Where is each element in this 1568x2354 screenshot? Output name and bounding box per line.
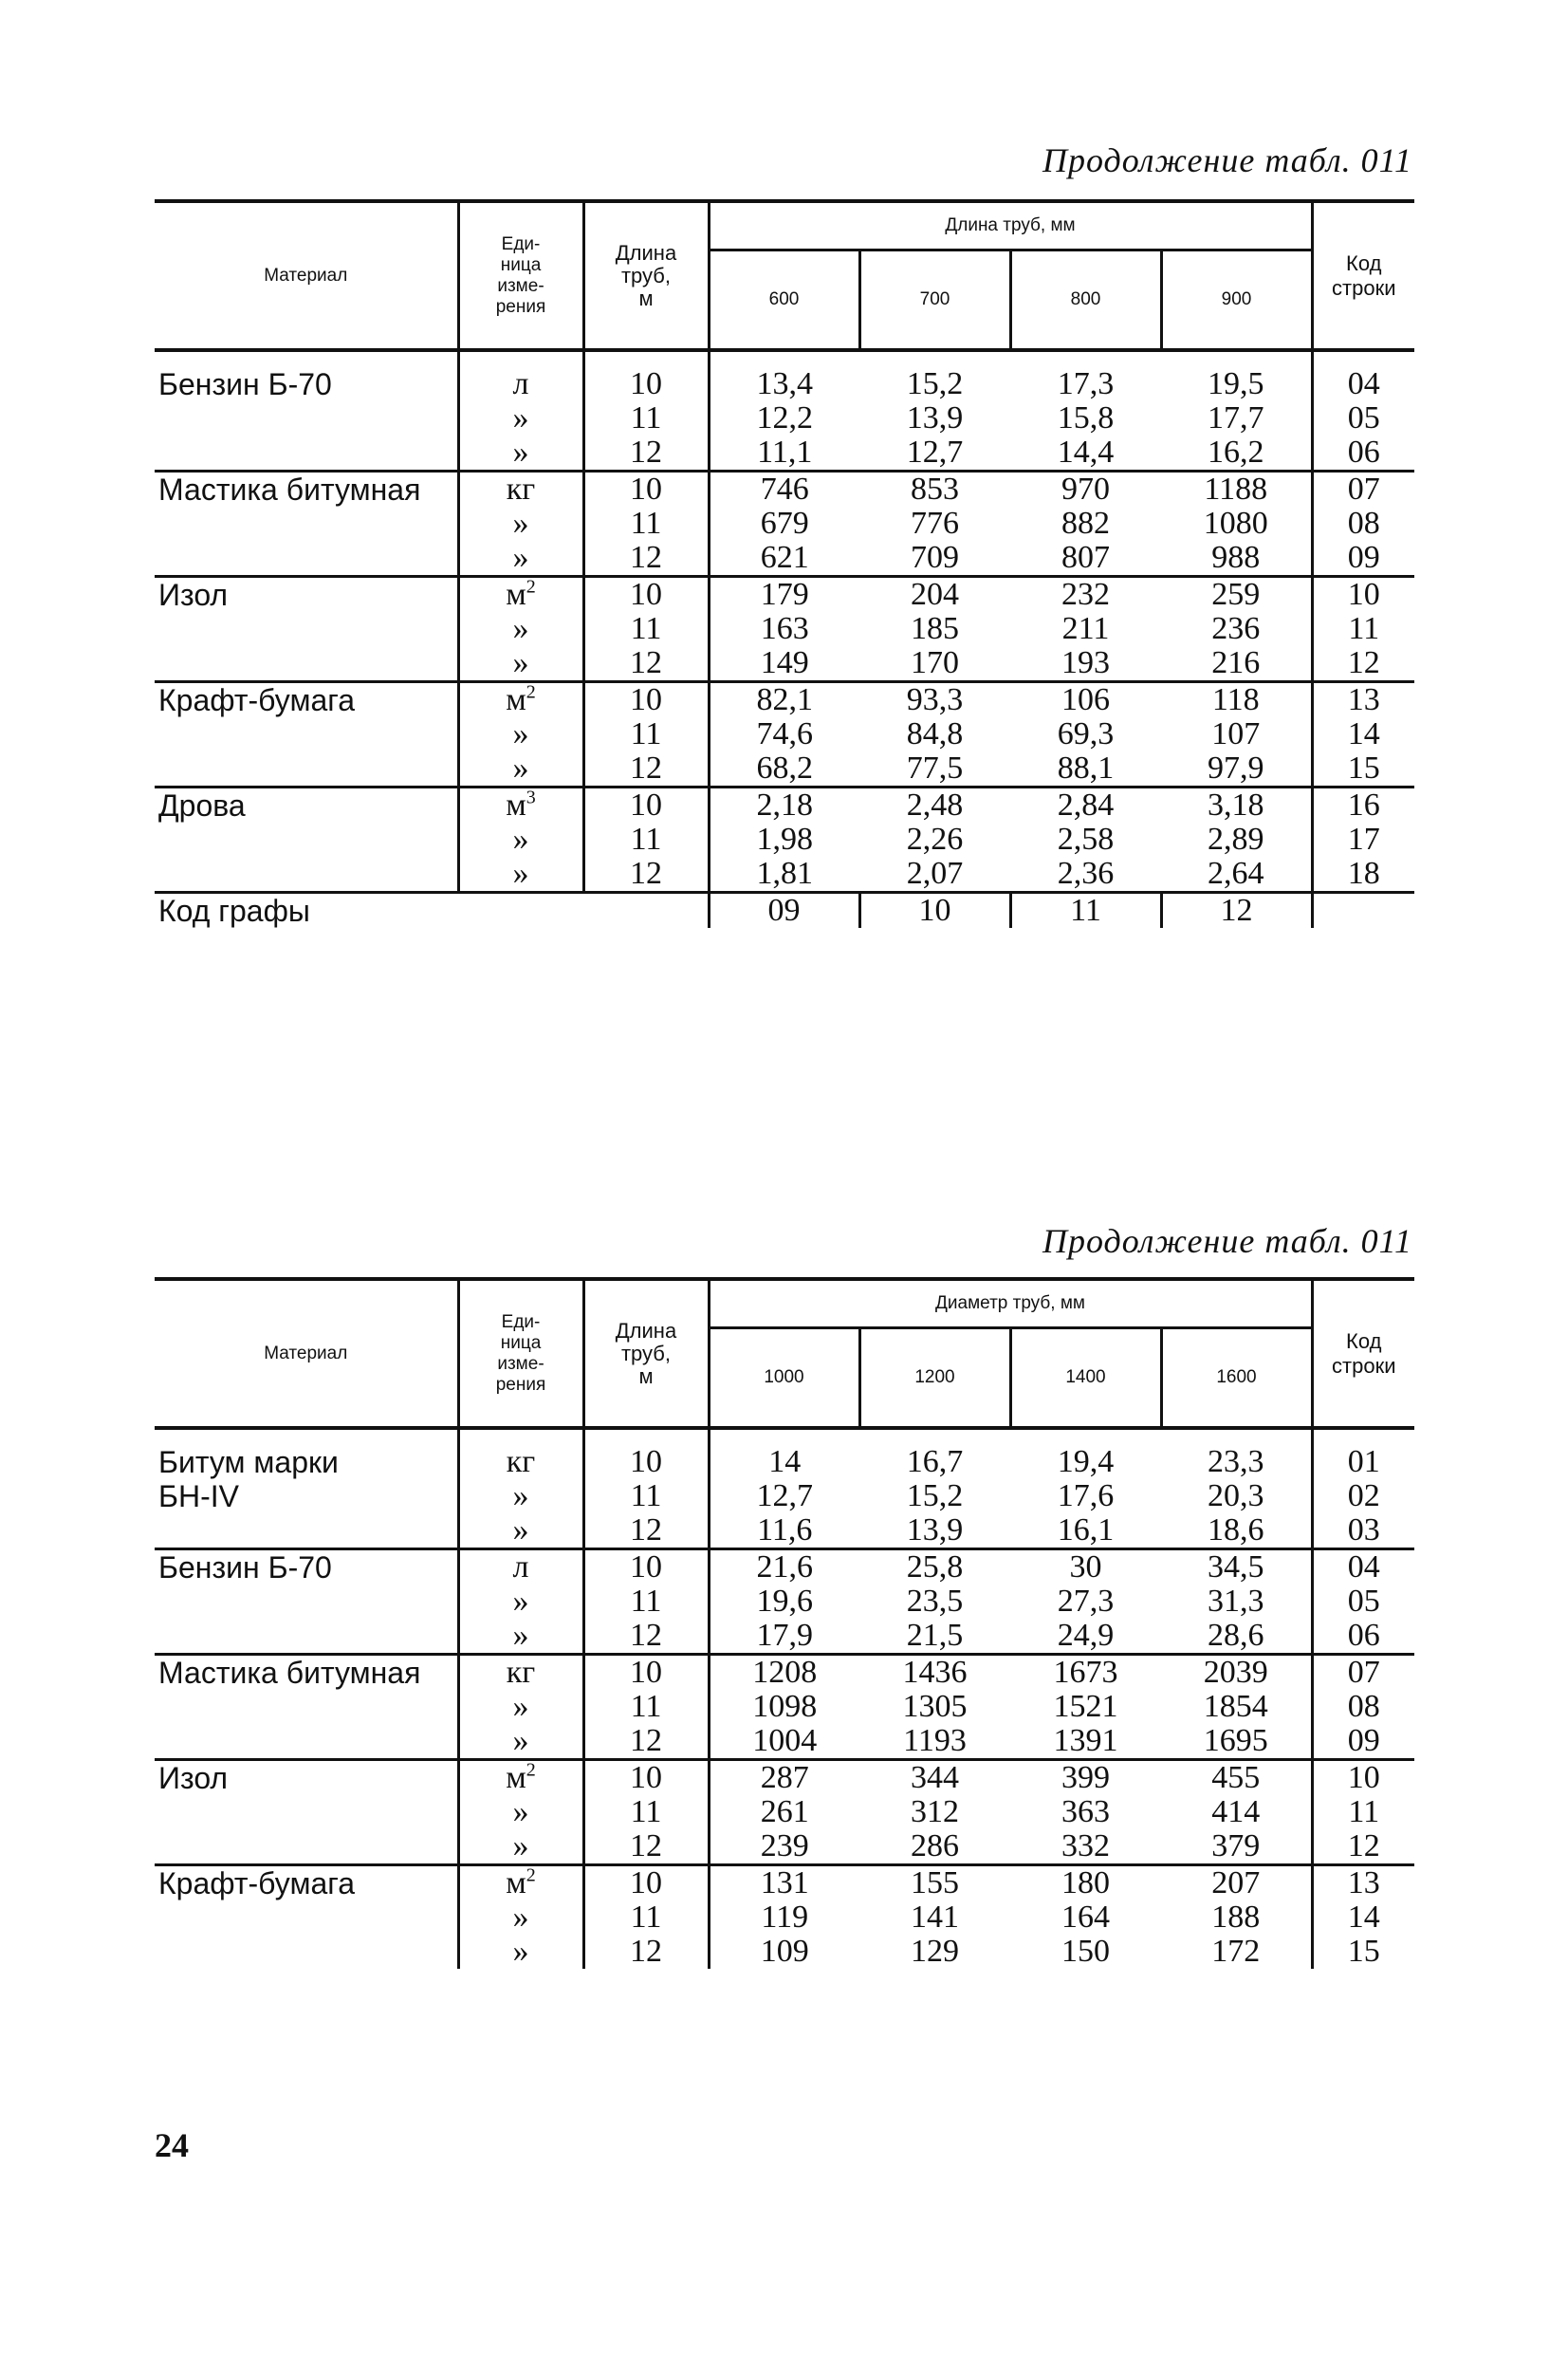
value-cell: 455 414 379 [1161, 1760, 1312, 1865]
length-cell: 10 11 12 [583, 682, 709, 788]
value-cell: 344 312 286 [859, 1760, 1010, 1865]
value-cell: 259 236 216 [1161, 577, 1312, 682]
table-row [155, 682, 1414, 788]
value-cell: 180 164 150 [1061, 1865, 1110, 1969]
value-cell: 93,3 84,8 77,5 [859, 682, 1010, 788]
table-row [155, 577, 1414, 682]
table-row [155, 350, 1414, 472]
material-cell: Дрова [155, 788, 458, 893]
material-cell: Бензин Б-70 [155, 350, 458, 472]
table-2 [155, 1277, 1414, 1969]
header-col-1400: 1400 [1010, 1328, 1161, 1429]
value-cell: 14 12,7 11,6 [709, 1428, 859, 1549]
header-col-600: 600 [709, 250, 859, 351]
row-code-cell: 13 14 15 [1312, 682, 1414, 788]
row-code-cell: 16 17 18 [1312, 788, 1414, 893]
table-row [155, 1760, 1414, 1865]
header-col-800: 800 [1010, 250, 1161, 351]
header-material: Материал [155, 201, 458, 350]
unit-cell: л » » [458, 1549, 583, 1655]
length-cell: 10 11 12 [583, 1549, 709, 1655]
table-row [155, 1655, 1414, 1760]
empty-cell [1312, 893, 1414, 929]
value-cell: 15,2 13,9 12,7 [859, 350, 1010, 472]
column-code-cell: 10 [859, 893, 1010, 929]
value-cell: 16,7 15,2 13,9 [859, 1428, 1010, 1549]
value-cell: 204 185 170 [859, 577, 1010, 682]
value-cell: 3,18 2,89 2,64 [1161, 788, 1312, 893]
row-code-cell: 04 05 06 [1312, 1549, 1414, 1655]
header-col-900: 900 [1161, 250, 1312, 351]
header-col-1200: 1200 [859, 1328, 1010, 1429]
value-cell: 1188 1080 988 [1161, 472, 1312, 577]
row-code-cell: 04 05 06 [1312, 350, 1414, 472]
header-group: Длина труб, мм [709, 201, 1312, 250]
length-cell: 10 11 12 [583, 1865, 709, 1970]
table-row [155, 1428, 1414, 1549]
value-cell: 746 679 621 [709, 472, 859, 577]
value-cell: 25,8 23,5 21,5 [859, 1549, 1010, 1655]
table-row [155, 1549, 1414, 1655]
table-row [155, 472, 1414, 577]
column-code-label: Код графы [158, 894, 310, 928]
value-cell: 970 882 807 [1010, 472, 1161, 577]
value-cell: 82,1 74,6 68,2 [709, 682, 859, 788]
header-code: Код строки [1312, 1279, 1414, 1428]
value-cell: 2,18 1,98 1,81 [709, 788, 859, 893]
material-cell: Крафт-бумага [155, 682, 458, 788]
value-cell: 2,48 2,26 2,07 [859, 788, 1010, 893]
value-cell: 2039 1854 1695 [1161, 1655, 1312, 1760]
unit-cell: $м^2$ » » [458, 682, 583, 788]
header-unit: Еди- ница изме- рения [458, 201, 583, 350]
column-code-cell: 11 [1010, 893, 1161, 929]
column-code-row [155, 893, 1414, 929]
header-group: Диаметр труб, мм [709, 1279, 1312, 1328]
material-cell: Бензин Б-70 [155, 1549, 458, 1655]
value-cell: 13,4 12,2 11,1 [709, 350, 859, 472]
value-cell: 155 141 129 [911, 1865, 959, 1969]
value-cell: 118 107 97,9 [1161, 682, 1312, 788]
unit-cell: $м^2$ » » [458, 577, 583, 682]
page-number: 24 [155, 2126, 189, 2164]
row-code-cell: 01 02 03 [1312, 1428, 1414, 1549]
table-row [155, 1865, 1414, 1970]
value-cell: 232 211 193 [1010, 577, 1161, 682]
value-cell: 1673 1521 1391 [1010, 1655, 1161, 1760]
value-cell: 106 69,3 88,1 [1010, 682, 1161, 788]
unit-cell: $м^3$ » » [458, 788, 583, 893]
material-cell: Крафт-бумага [158, 1866, 355, 1900]
unit-cell: кг » » [458, 472, 583, 577]
header-length: Длина труб, м [583, 201, 709, 350]
header-col-700: 700 [859, 250, 1010, 351]
material-cell: Битум марки БН-IV [155, 1428, 458, 1549]
value-cell: 19,5 17,7 16,2 [1161, 350, 1312, 472]
value-cell: 131 119 109 [709, 1865, 859, 1970]
row-code-cell: 07 08 09 [1312, 472, 1414, 577]
value-cell: 2,84 2,58 2,36 [1010, 788, 1161, 893]
value-cell: 399 363 332 [1010, 1760, 1161, 1865]
material-cell: Изол [155, 1760, 458, 1865]
table-row [155, 788, 1414, 893]
value-cell: 34,5 31,3 28,6 [1161, 1549, 1312, 1655]
header-length: Длина труб, м [583, 1279, 709, 1428]
header-unit: Еди- ница изме- рения [458, 1279, 583, 1428]
value-cell: 179 163 149 [709, 577, 859, 682]
length-cell: 10 11 12 [583, 788, 709, 893]
material-cell: Мастика битумная [155, 1655, 458, 1760]
length-cell: 10 11 12 [583, 472, 709, 577]
unit-cell: кг » » [458, 1655, 583, 1760]
value-cell: 17,3 15,8 14,4 [1010, 350, 1161, 472]
value-cell: 853 776 709 [859, 472, 1010, 577]
unit-cell: $м^2$ » » [458, 1865, 583, 1970]
value-cell: 23,3 20,3 18,6 [1161, 1428, 1312, 1549]
length-cell: 10 11 12 [583, 1655, 709, 1760]
value-cell: 19,4 17,6 16,1 [1010, 1428, 1161, 1549]
material-cell: Изол [155, 577, 458, 682]
table-caption-2: Продолжение табл. 011 [1042, 1222, 1412, 1260]
unit-cell: $м^2$ » » [458, 1760, 583, 1865]
unit-cell: кг » » [458, 1428, 583, 1549]
column-code-cell: 09 [709, 893, 859, 929]
header-material: Материал [155, 1279, 458, 1428]
header-code: Код строки [1312, 201, 1414, 350]
table-1 [155, 199, 1414, 928]
material-cell: Мастика битумная [155, 472, 458, 577]
value-cell: 21,6 19,6 17,9 [709, 1549, 859, 1655]
value-cell: 207 188 172 [1211, 1865, 1261, 1969]
row-code-cell: 13 14 15 [1312, 1865, 1414, 1970]
column-code-cell: 12 [1161, 893, 1312, 929]
value-cell: 30 27,3 24,9 [1010, 1549, 1161, 1655]
row-code-cell: 07 08 09 [1312, 1655, 1414, 1760]
value-cell: 1208 1098 1004 [709, 1655, 859, 1760]
header-col-1000: 1000 [709, 1328, 859, 1429]
length-cell: 10 11 12 [583, 1428, 709, 1549]
table-caption-1: Продолжение табл. 011 [1042, 141, 1412, 179]
length-cell: 10 11 12 [583, 1760, 709, 1865]
length-cell: 10 11 12 [583, 577, 709, 682]
length-cell: 10 11 12 [583, 350, 709, 472]
value-cell: 1436 1305 1193 [859, 1655, 1010, 1760]
row-code-cell: 10 11 12 [1312, 577, 1414, 682]
row-code-cell: 10 11 12 [1312, 1760, 1414, 1865]
header-col-1600: 1600 [1161, 1328, 1312, 1429]
unit-cell: л » » [458, 350, 583, 472]
value-cell: 287 261 239 [709, 1760, 859, 1865]
